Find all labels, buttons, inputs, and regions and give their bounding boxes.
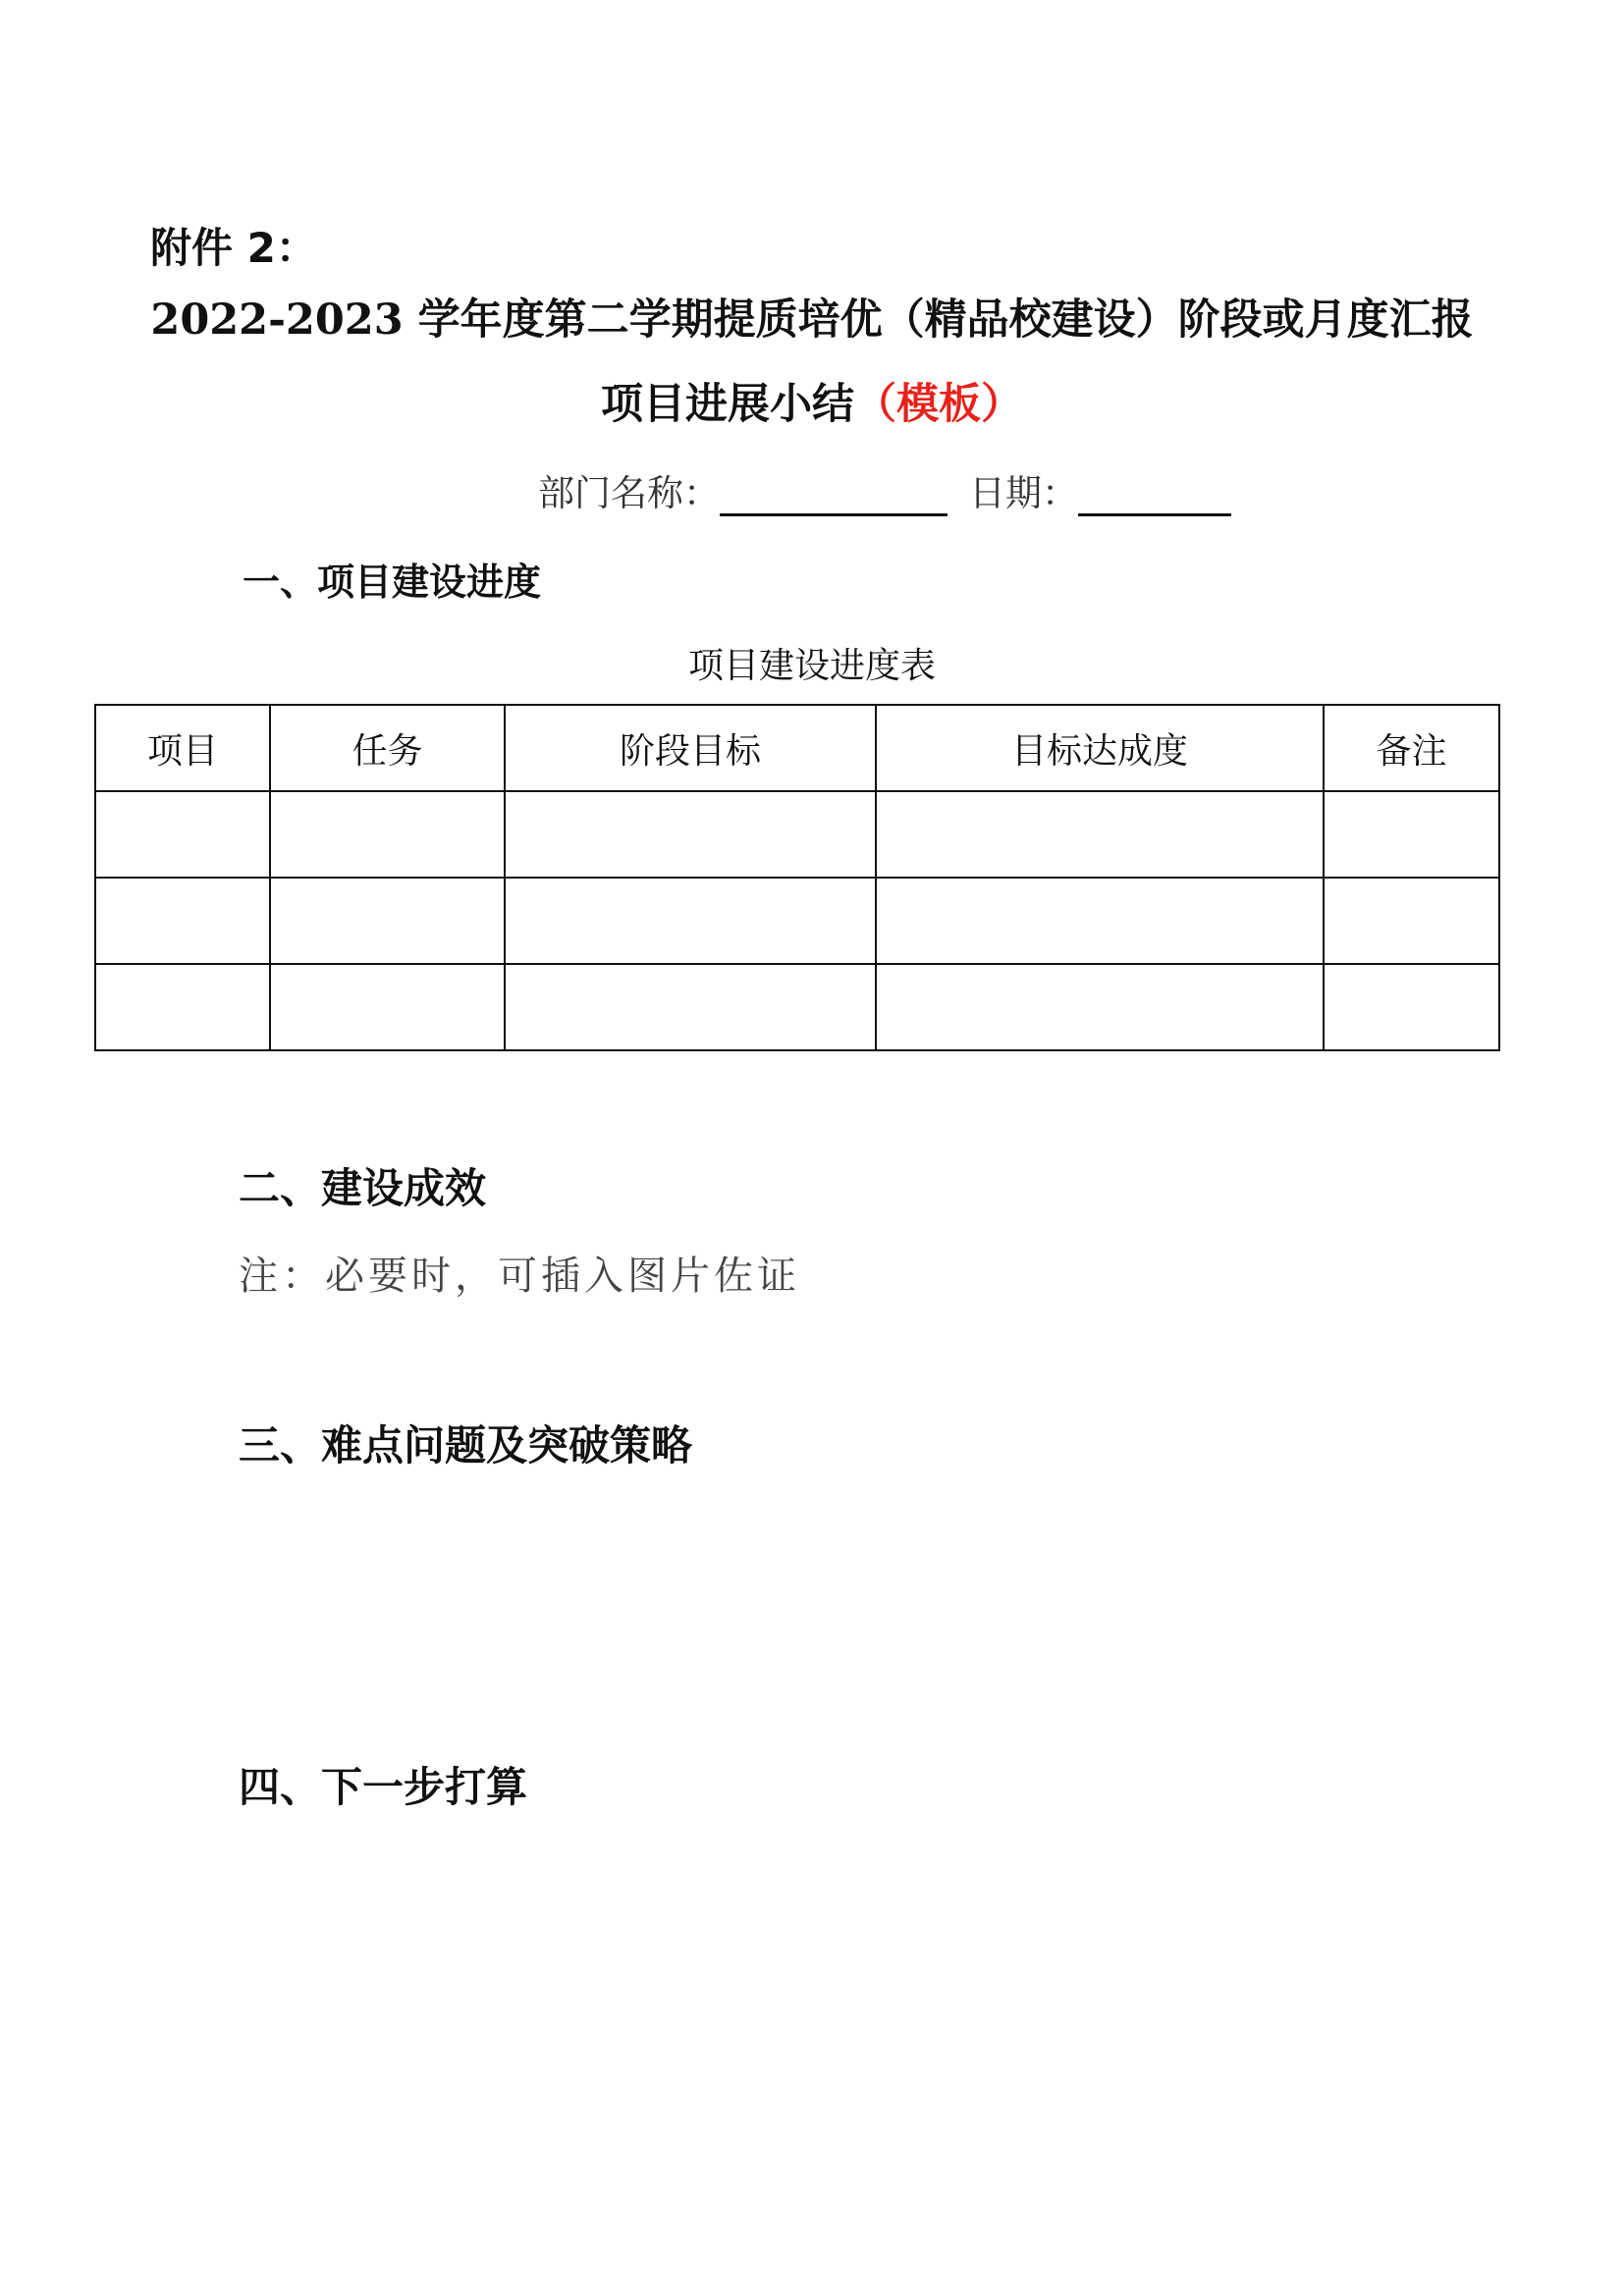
header-project: 项目 (95, 705, 270, 791)
table-cell[interactable] (1324, 791, 1499, 878)
template-tag: （模板） (854, 380, 1023, 429)
table-header-row (95, 705, 1499, 791)
table-cell[interactable] (505, 878, 876, 964)
attachment-label: 附件 2： (150, 224, 317, 272)
header-remarks: 备注 (1324, 705, 1499, 791)
section-heading-results: 二、建设成效 (239, 1164, 487, 1212)
table-cell[interactable] (270, 964, 505, 1050)
table-row (95, 878, 1499, 964)
document-title-line1: 2022-2023 学年度第二学期提质培优（精品校建设）阶段或月度汇报 (150, 295, 1474, 345)
date-field[interactable] (1078, 474, 1231, 516)
table-row (95, 791, 1499, 878)
table-cell[interactable] (1324, 878, 1499, 964)
section-heading-progress: 一、项目建设进度 (243, 561, 542, 604)
date-label: 日期： (969, 472, 1078, 514)
table-cell[interactable] (876, 964, 1324, 1050)
table-cell[interactable] (505, 791, 876, 878)
dept-field[interactable] (720, 474, 947, 516)
dept-label: 部门名称： (538, 472, 720, 514)
header-goal-achievement: 目标达成度 (876, 705, 1324, 791)
table-cell[interactable] (95, 791, 270, 878)
table-cell[interactable] (95, 964, 270, 1050)
table-cell[interactable] (270, 791, 505, 878)
title-text: 项目进展小结 (601, 380, 854, 429)
table-caption: 项目建设进度表 (687, 646, 936, 686)
table-cell[interactable] (95, 878, 270, 964)
table-cell[interactable] (270, 878, 505, 964)
section-heading-difficulties: 三、难点问题及突破策略 (239, 1421, 693, 1469)
document-title-line2 (0, 371, 1624, 431)
table-row (95, 964, 1499, 1050)
section-note: 注：必要时，可插入图片佐证 (239, 1254, 800, 1299)
table-cell[interactable] (876, 791, 1324, 878)
progress-table (94, 704, 1500, 1051)
table-cell[interactable] (876, 878, 1324, 964)
section-heading-next-steps: 四、下一步打算 (239, 1763, 528, 1811)
header-task: 任务 (270, 705, 505, 791)
table-cell[interactable] (505, 964, 876, 1050)
table-cell[interactable] (1324, 964, 1499, 1050)
header-stage-goal: 阶段目标 (505, 705, 876, 791)
meta-row (538, 463, 1231, 516)
